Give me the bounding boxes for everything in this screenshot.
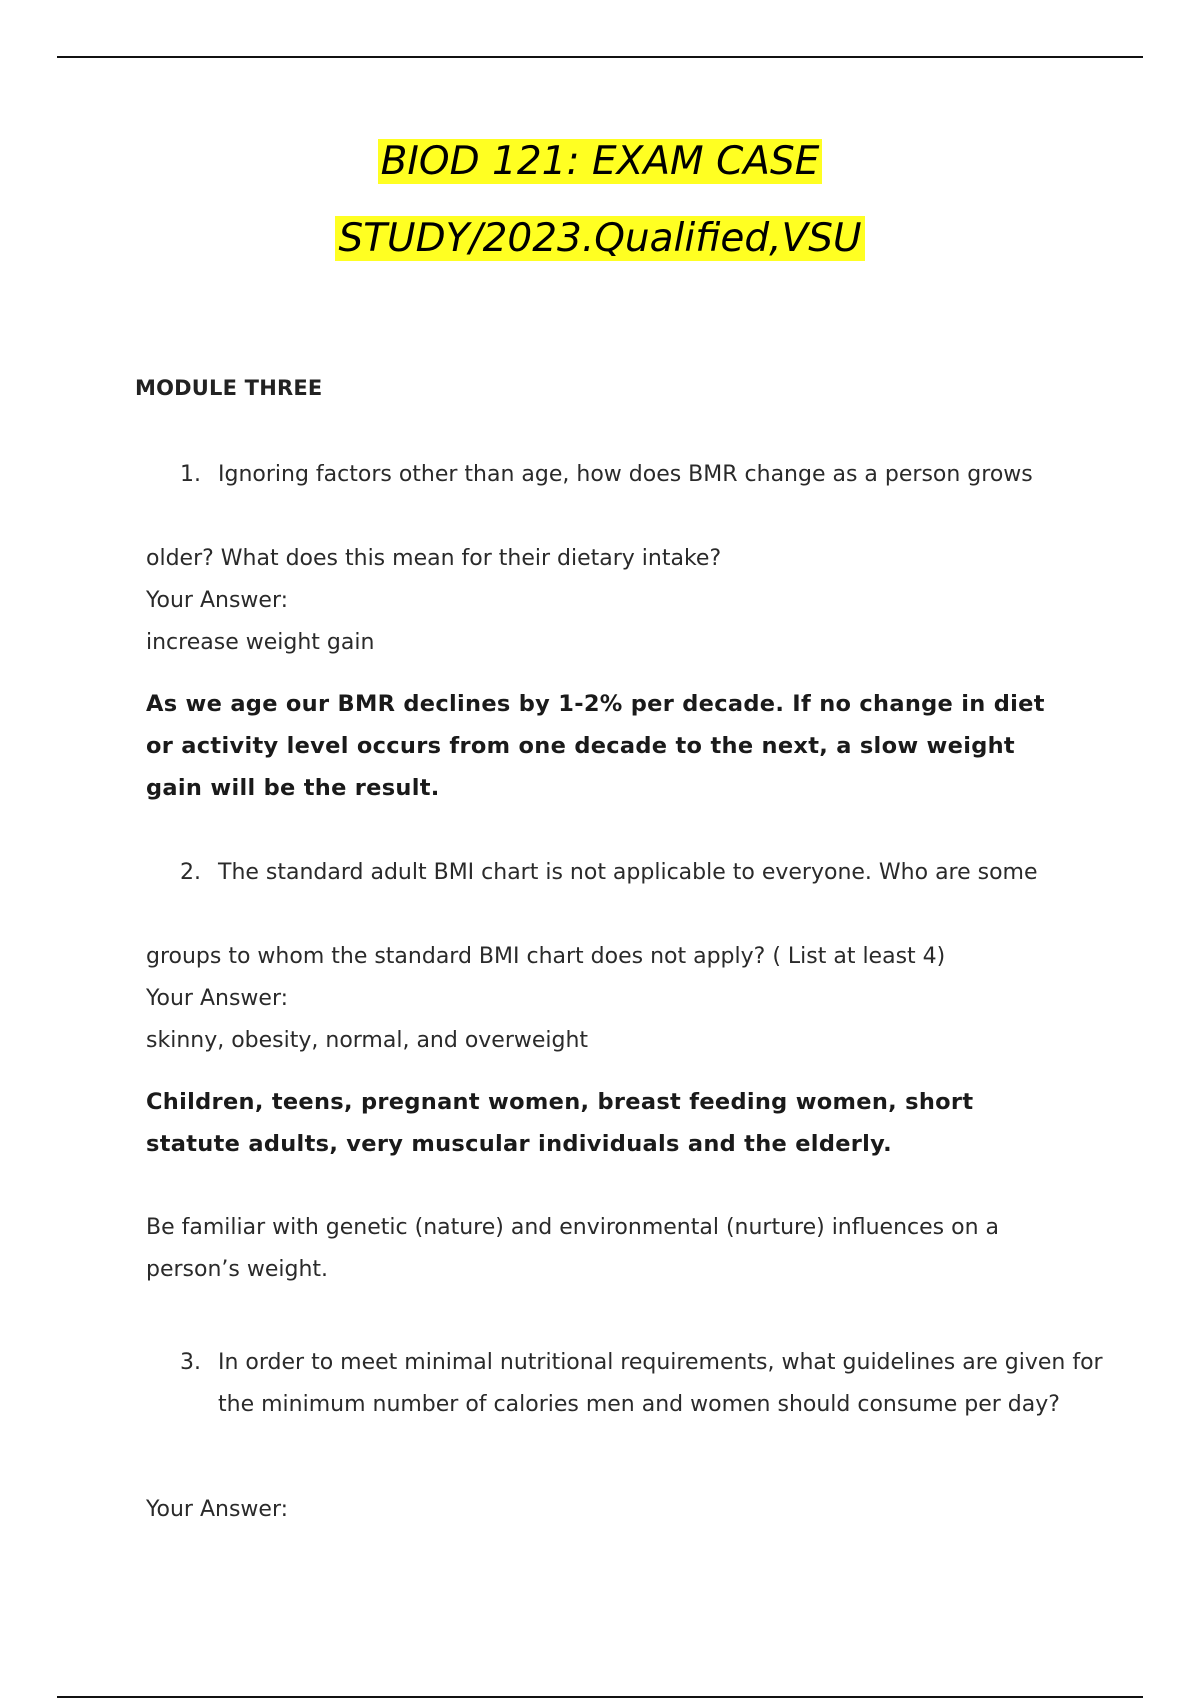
question-text: The standard adult BMI chart is not applicable to everyone. Who are some xyxy=(218,860,1038,885)
your-answer-label: Your Answer: xyxy=(146,588,289,613)
your-answer-label: Your Answer: xyxy=(146,986,289,1011)
question-text: In order to meet minimal nutritional requirements, what guidelines are given for the minimum number of calories men and women should consume per day? xyxy=(218,1350,1103,1417)
question-continuation: older? What does this mean for their dietary intake? xyxy=(146,546,722,571)
study-note: Be familiar with genetic (nature) and environmental (nurture) influences on a person’s weight. xyxy=(146,1215,999,1282)
title-highlight-1: BIOD 121: EXAM CASE xyxy=(378,139,823,184)
question-3 xyxy=(180,1342,1103,1426)
correct-answer: As we age our BMR declines by 1-2% per decade. If no change in diet or activity level occurs from one decade to the next, a slow weight gain will be the result. xyxy=(146,691,1045,801)
question-continuation: groups to whom the standard BMI chart does not apply? ( List at least 4) xyxy=(146,944,946,969)
question-2 xyxy=(180,852,1080,894)
your-answer-label: Your Answer: xyxy=(146,1497,289,1522)
correct-answer: Children, teens, pregnant women, breast feeding women, short statute adults, very muscular individuals and the elderly. xyxy=(146,1089,974,1157)
title-highlight-2: STUDY/2023.Qualified,VSU xyxy=(335,216,864,261)
student-answer: increase weight gain xyxy=(146,630,375,655)
question-number: 1. xyxy=(180,462,201,487)
question-number: 2. xyxy=(180,860,201,885)
bottom-rule xyxy=(57,1696,1143,1698)
question-number: 3. xyxy=(180,1350,201,1375)
module-heading: MODULE THREE xyxy=(135,376,323,400)
question-text: Ignoring factors other than age, how does BMR change as a person grows xyxy=(218,462,1033,487)
top-rule xyxy=(57,56,1143,58)
student-answer: skinny, obesity, normal, and overweight xyxy=(146,1028,589,1053)
title-line-2 xyxy=(0,214,1200,264)
question-1 xyxy=(180,454,1080,496)
title-line-1 xyxy=(0,137,1200,187)
